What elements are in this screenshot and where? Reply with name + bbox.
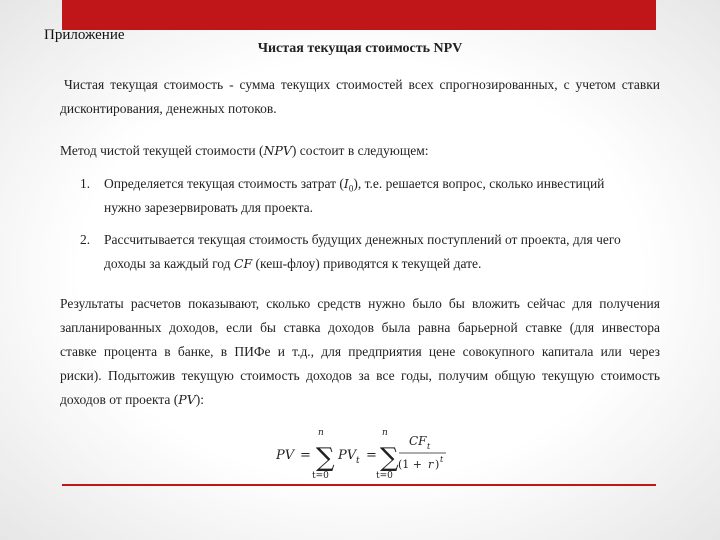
page-title: Чистая текущая стоимость NPV bbox=[257, 41, 463, 56]
results-line-2: запланированных доходов, если бы ставка доходов была равна барьерной ставке (для инвестора bbox=[60, 320, 660, 335]
results-line-4: риски). Подытожив текущую стоимость доходов за все годы, получим общую текущую стоимость bbox=[60, 368, 660, 383]
formula-equals-1: = bbox=[300, 448, 311, 463]
fraction-denominator-var: r bbox=[428, 458, 434, 471]
sum1-sign: ∑ bbox=[316, 443, 335, 473]
step-2-var: CF bbox=[233, 256, 253, 271]
appendix-label: Приложение bbox=[44, 27, 125, 43]
sum1-lower: t=0 bbox=[312, 471, 329, 481]
method-text-after: ) состоит в следующем: bbox=[291, 143, 429, 158]
sum1-upper: n bbox=[318, 428, 324, 438]
fraction-denominator-open: (1 + bbox=[398, 458, 423, 471]
bottom-accent-line bbox=[62, 484, 656, 486]
method-text-before: Метод чистой текущей стоимости ( bbox=[60, 143, 264, 158]
sum2-sign: ∑ bbox=[380, 443, 399, 473]
fraction-denominator-exp: t bbox=[440, 455, 444, 464]
formula-term-sub: t bbox=[356, 456, 360, 466]
results-line-1: Результаты расчетов показывают, сколько средств нужно было бы вложить сейчас для получения bbox=[60, 296, 660, 311]
results-var: PV bbox=[178, 392, 196, 407]
formula-term: PV bbox=[338, 448, 357, 463]
step-2-line-2 bbox=[104, 252, 660, 276]
top-accent-bar bbox=[62, 0, 656, 30]
pv-formula bbox=[276, 425, 456, 485]
method-intro bbox=[60, 139, 660, 163]
sum2-upper: n bbox=[382, 428, 388, 438]
fraction-denominator-close: ) bbox=[435, 458, 440, 471]
step-2-text-before: доходы за каждый год bbox=[104, 256, 234, 271]
step-1-text-after: ), т.е. решается вопрос, сколько инвестиций bbox=[353, 176, 605, 191]
fraction-numerator-sub: t bbox=[427, 442, 431, 451]
results-line-5 bbox=[60, 388, 660, 412]
fraction-numerator: CF bbox=[409, 434, 427, 448]
results-text-before: доходов от проекта ( bbox=[60, 392, 179, 407]
method-abbr: NPV bbox=[263, 143, 292, 158]
formula-lhs: PV bbox=[276, 448, 295, 463]
step-2-number: 2. bbox=[80, 232, 91, 247]
definition-line-1: Чистая текущая стоимость - сумма текущих стоимостей всех спрогнозированных, с учетом ставки bbox=[64, 77, 660, 92]
step-1-text-before: Определяется текущая стоимость затрат ( bbox=[104, 176, 344, 191]
step-1-var-sub: 0 bbox=[348, 183, 354, 194]
results-text-after: ): bbox=[195, 392, 204, 407]
step-1-var: I bbox=[343, 176, 349, 191]
results-line-3: ставке процента в банке, в ПИФе и т.д., для предприятия цене совокупного капитала или через bbox=[60, 344, 660, 359]
step-2-text-after: (кеш-флоу) приводятся к текущей дате. bbox=[252, 256, 482, 271]
formula-equals-2: = bbox=[366, 448, 377, 463]
step-1-line-2: нужно зарезервировать для проекта. bbox=[104, 200, 314, 215]
sum2-lower: t=0 bbox=[376, 471, 393, 481]
step-2-line-1: Рассчитывается текущая стоимость будущих денежных поступлений от проекта, для чего bbox=[104, 232, 621, 247]
step-1-number: 1. bbox=[80, 176, 91, 191]
definition-line-2: дисконтирования, денежных потоков. bbox=[60, 101, 277, 116]
